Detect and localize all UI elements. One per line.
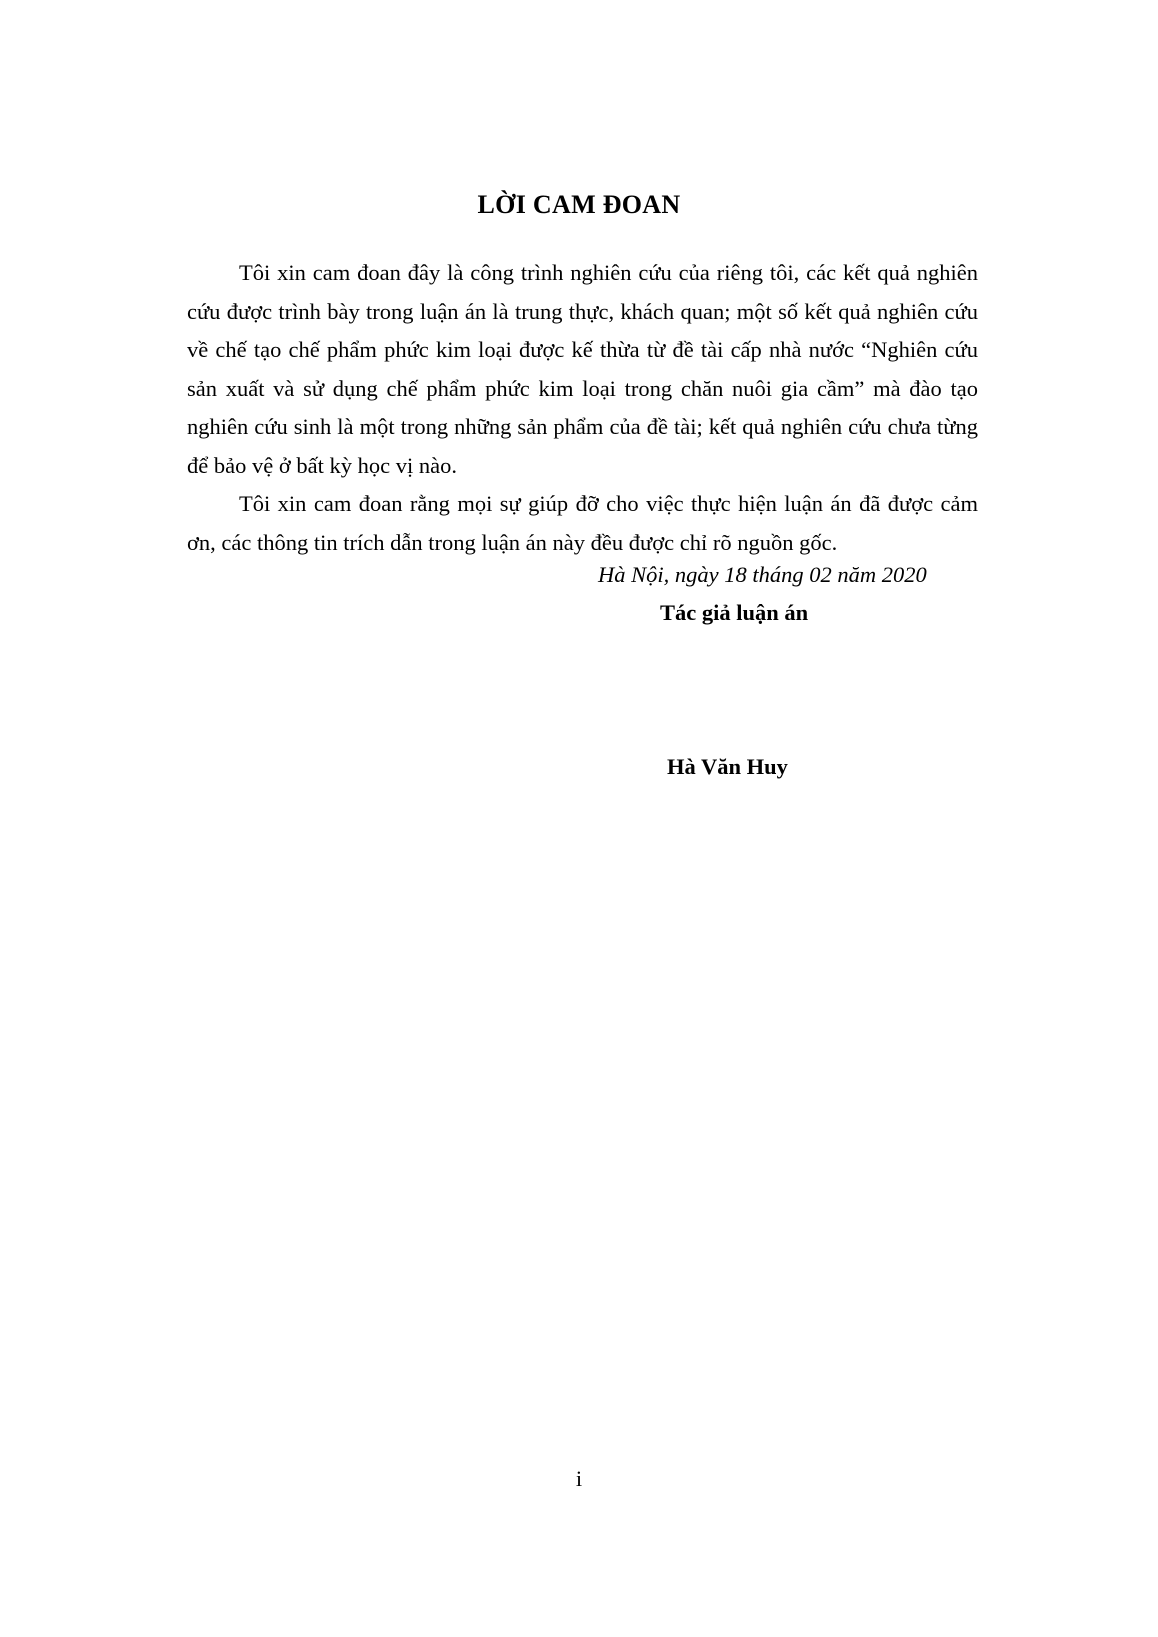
signature-date: Hà Nội, ngày 18 tháng 02 năm 2020 xyxy=(598,562,927,587)
signature-name: Hà Văn Huy xyxy=(667,754,788,779)
page-title: LỜI CAM ĐOAN xyxy=(477,190,681,219)
page-number: i xyxy=(575,1466,583,1491)
declaration-paragraph-2: Tôi xin cam đoan rằng mọi sự giúp đỡ cho việc thực hiện luận án đã được cảm ơn, các thông tin trích dẫn trong luận án này đều được chỉ rõ nguồn gốc. xyxy=(187,491,978,555)
signature-role: Tác giả luận án xyxy=(660,600,809,625)
declaration-body xyxy=(187,254,978,562)
declaration-paragraph-1: Tôi xin cam đoan đây là công trình nghiên cứu của riêng tôi, các kết quả nghiên cứu được trình bày trong luận án là trung thực, khách quan; một số kết quả nghiên cứu về chế tạo chế phẩm phức kim loại được kế thừa từ đề tài cấp nhà nước “Nghiên cứu sản xuất và sử dụng chế phẩm phức kim loại trong chăn nuôi gia cầm” mà đào tạo nghiên cứu sinh là một trong những sản phẩm của đề tài; kết quả nghiên cứu chưa từng để bảo vệ ở bất kỳ học vị nào. xyxy=(187,260,978,478)
